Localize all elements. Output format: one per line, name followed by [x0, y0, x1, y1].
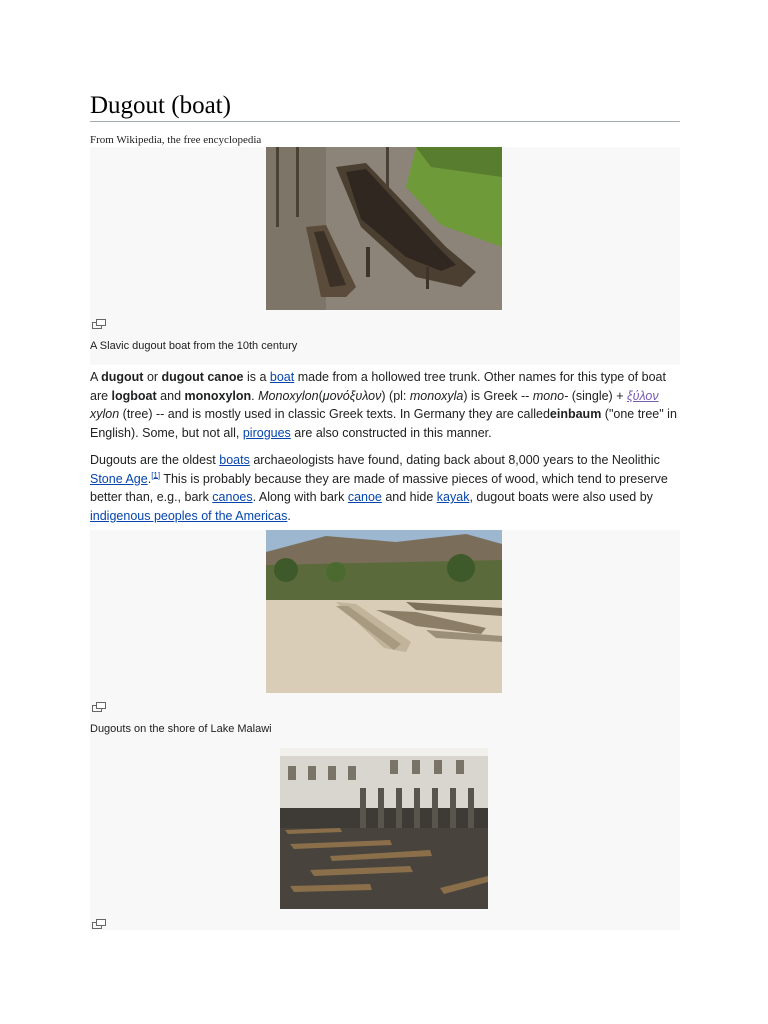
link-xylon[interactable]: ξύλον [626, 388, 659, 403]
figure-caption: Dugouts on the shore of Lake Malawi [90, 723, 272, 735]
figure-caption: A Slavic dugout boat from the 10th century [90, 340, 298, 352]
link-canoe[interactable]: canoe [347, 490, 382, 504]
link-stone-age[interactable]: Stone Age [90, 471, 148, 486]
museum-dugouts-image[interactable] [280, 748, 488, 909]
enlarge-icon[interactable] [92, 919, 106, 929]
slavic-dugout-image[interactable] [266, 147, 502, 310]
reference-1[interactable]: [1] [151, 470, 161, 480]
paragraph-history: Dugouts are the oldest boats archaeologists have found, dating back about 8,000 years to the Neolithic Stone Age.[1] This is probably because they are made of massive pieces of wood, which tend to preserve better than, e.g., bark canoes. Along with bark canoe and hide kayak, dugout boats were also used by indigenous peoples of the Americas. [90, 453, 668, 523]
link-pirogues[interactable]: pirogues [242, 425, 291, 440]
page-title: Dugout (boat) [90, 92, 680, 122]
enlarge-icon[interactable] [92, 319, 106, 329]
enlarge-icon[interactable] [92, 702, 106, 712]
link-kayak[interactable]: kayak [436, 490, 470, 504]
figure-malawi-dugouts [90, 530, 680, 930]
figure-slavic-dugout [90, 147, 680, 365]
site-tagline: From Wikipedia, the free encyclopedia [90, 134, 262, 146]
link-indigenous-peoples[interactable]: indigenous peoples of the Americas [90, 508, 288, 523]
malawi-dugouts-image[interactable] [266, 530, 502, 693]
link-canoes[interactable]: canoes [212, 490, 253, 504]
link-boats[interactable]: boats [219, 453, 250, 467]
paragraph-intro: A dugout or dugout canoe is a boat made from a hollowed tree trunk. Other names for this type of boat are logboat and monoxylon. Monoxylon(μονόξυλον) (pl: monoxyla) is Greek -- mono- (single) + ξύλον xylon (tree) -- and is mostly used in classic Greek texts. In Germany they are calledeinbaum ("one tree" in English). Some, but not all, pirogues are also constructed in this manner. [90, 370, 677, 440]
link-boat[interactable]: boat [269, 370, 295, 384]
